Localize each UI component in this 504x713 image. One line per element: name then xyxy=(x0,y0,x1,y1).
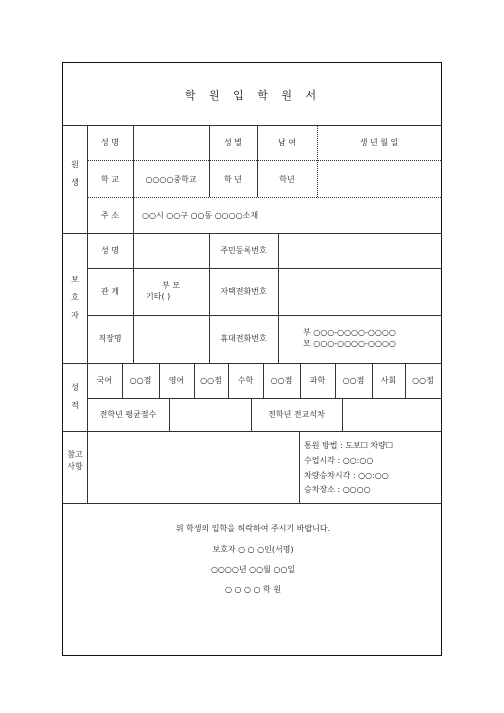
mobile-father-field[interactable]: 부 ○○○-○○○○-○○○○ xyxy=(303,328,396,337)
school-field[interactable]: ○○○○중학교 xyxy=(145,175,197,184)
grades-section-label: 성 적 xyxy=(71,383,79,410)
student-section-label: 원 생 xyxy=(71,160,79,187)
relation-label: 관 계 xyxy=(101,287,119,296)
grid-line xyxy=(257,125,258,197)
home-phone-label: 자택전화번호 xyxy=(220,287,267,296)
guardian-signature[interactable]: 보호자 ○ ○ ○인(서명) xyxy=(212,545,294,554)
grid-line xyxy=(299,431,300,503)
commute-method[interactable]: 통원 방법 : 도보☐ 차량☐ xyxy=(304,441,394,450)
grid-line xyxy=(209,125,210,197)
subject-english-label: 영어 xyxy=(168,376,185,385)
subject-science-label: 과학 xyxy=(309,376,326,385)
admission-request-text: 위 학생의 입학을 허락하여 주시기 바랍니다. xyxy=(175,524,331,533)
birthdate-label: 생 년 월 일 xyxy=(359,138,399,147)
subject-english-score[interactable]: ○○점 xyxy=(200,376,222,385)
address-label: 주 소 xyxy=(101,211,119,220)
resident-id-label: 주민등록번호 xyxy=(220,246,267,255)
ride-time[interactable]: 차량승차시각 : ○○:○○ xyxy=(304,471,389,480)
workplace-field[interactable] xyxy=(134,316,208,362)
subject-korean-label: 국어 xyxy=(96,376,113,385)
grade-label: 학 년 xyxy=(224,175,242,184)
divider xyxy=(87,197,441,198)
prev-rank-field[interactable] xyxy=(343,399,440,430)
prev-rank-label: 전학년 전교석차 xyxy=(268,410,325,419)
student-name-field[interactable] xyxy=(134,126,208,160)
subject-math-label: 수학 xyxy=(237,376,254,385)
prev-average-field[interactable] xyxy=(170,399,250,430)
form-title: 학 원 입 학 원 서 xyxy=(184,89,322,102)
notes-field[interactable] xyxy=(88,432,298,502)
class-time[interactable]: 수업시각 : ○○:○○ xyxy=(304,456,374,465)
ride-place[interactable]: 승차장소 : ○○○○ xyxy=(304,485,371,494)
gender-field[interactable]: 남 여 xyxy=(278,138,296,147)
guardian-name-field[interactable] xyxy=(134,234,208,267)
relation-option-other[interactable]: 기타( ) xyxy=(146,292,171,301)
academy-name: ○ ○ ○ ○ 학 원 xyxy=(224,585,282,594)
notes-section-label: 참고 사항 xyxy=(67,450,83,471)
divider xyxy=(63,125,441,126)
prev-average-label: 전학년 평균점수 xyxy=(99,410,157,419)
divider xyxy=(63,503,441,504)
home-phone-field[interactable] xyxy=(279,269,440,314)
guardian-section-label: 보 호 자 xyxy=(71,275,79,320)
school-label: 학 교 xyxy=(101,175,119,184)
mobile-label: 휴대전화번호 xyxy=(220,334,267,343)
subject-math-score[interactable]: ○○점 xyxy=(270,376,293,385)
grade-field[interactable]: 학년 xyxy=(279,175,295,184)
subject-social-label: 사회 xyxy=(380,376,397,385)
application-date[interactable]: ○○○○년 ○○월 ○○일 xyxy=(210,565,296,574)
application-form xyxy=(62,62,442,656)
mobile-mother-field[interactable]: 모 ○○○-○○○○-○○○○ xyxy=(303,339,396,348)
birthdate-field[interactable] xyxy=(318,161,440,196)
subject-science-score[interactable]: ○○점 xyxy=(342,376,365,385)
workplace-label: 직장명 xyxy=(98,334,122,343)
subject-korean-score[interactable]: ○○점 xyxy=(129,376,152,385)
address-field[interactable]: ○○시 ○○구 ○○동 ○○○○소재 xyxy=(142,211,259,220)
guardian-name-label: 성 명 xyxy=(101,246,119,255)
gender-label: 성 별 xyxy=(224,138,242,147)
resident-id-field[interactable] xyxy=(279,234,440,267)
student-name-label: 성 명 xyxy=(101,138,119,147)
subject-social-score[interactable]: ○○점 xyxy=(412,376,434,385)
divider xyxy=(63,363,441,364)
relation-option-parents[interactable]: 부 모 xyxy=(162,281,180,290)
